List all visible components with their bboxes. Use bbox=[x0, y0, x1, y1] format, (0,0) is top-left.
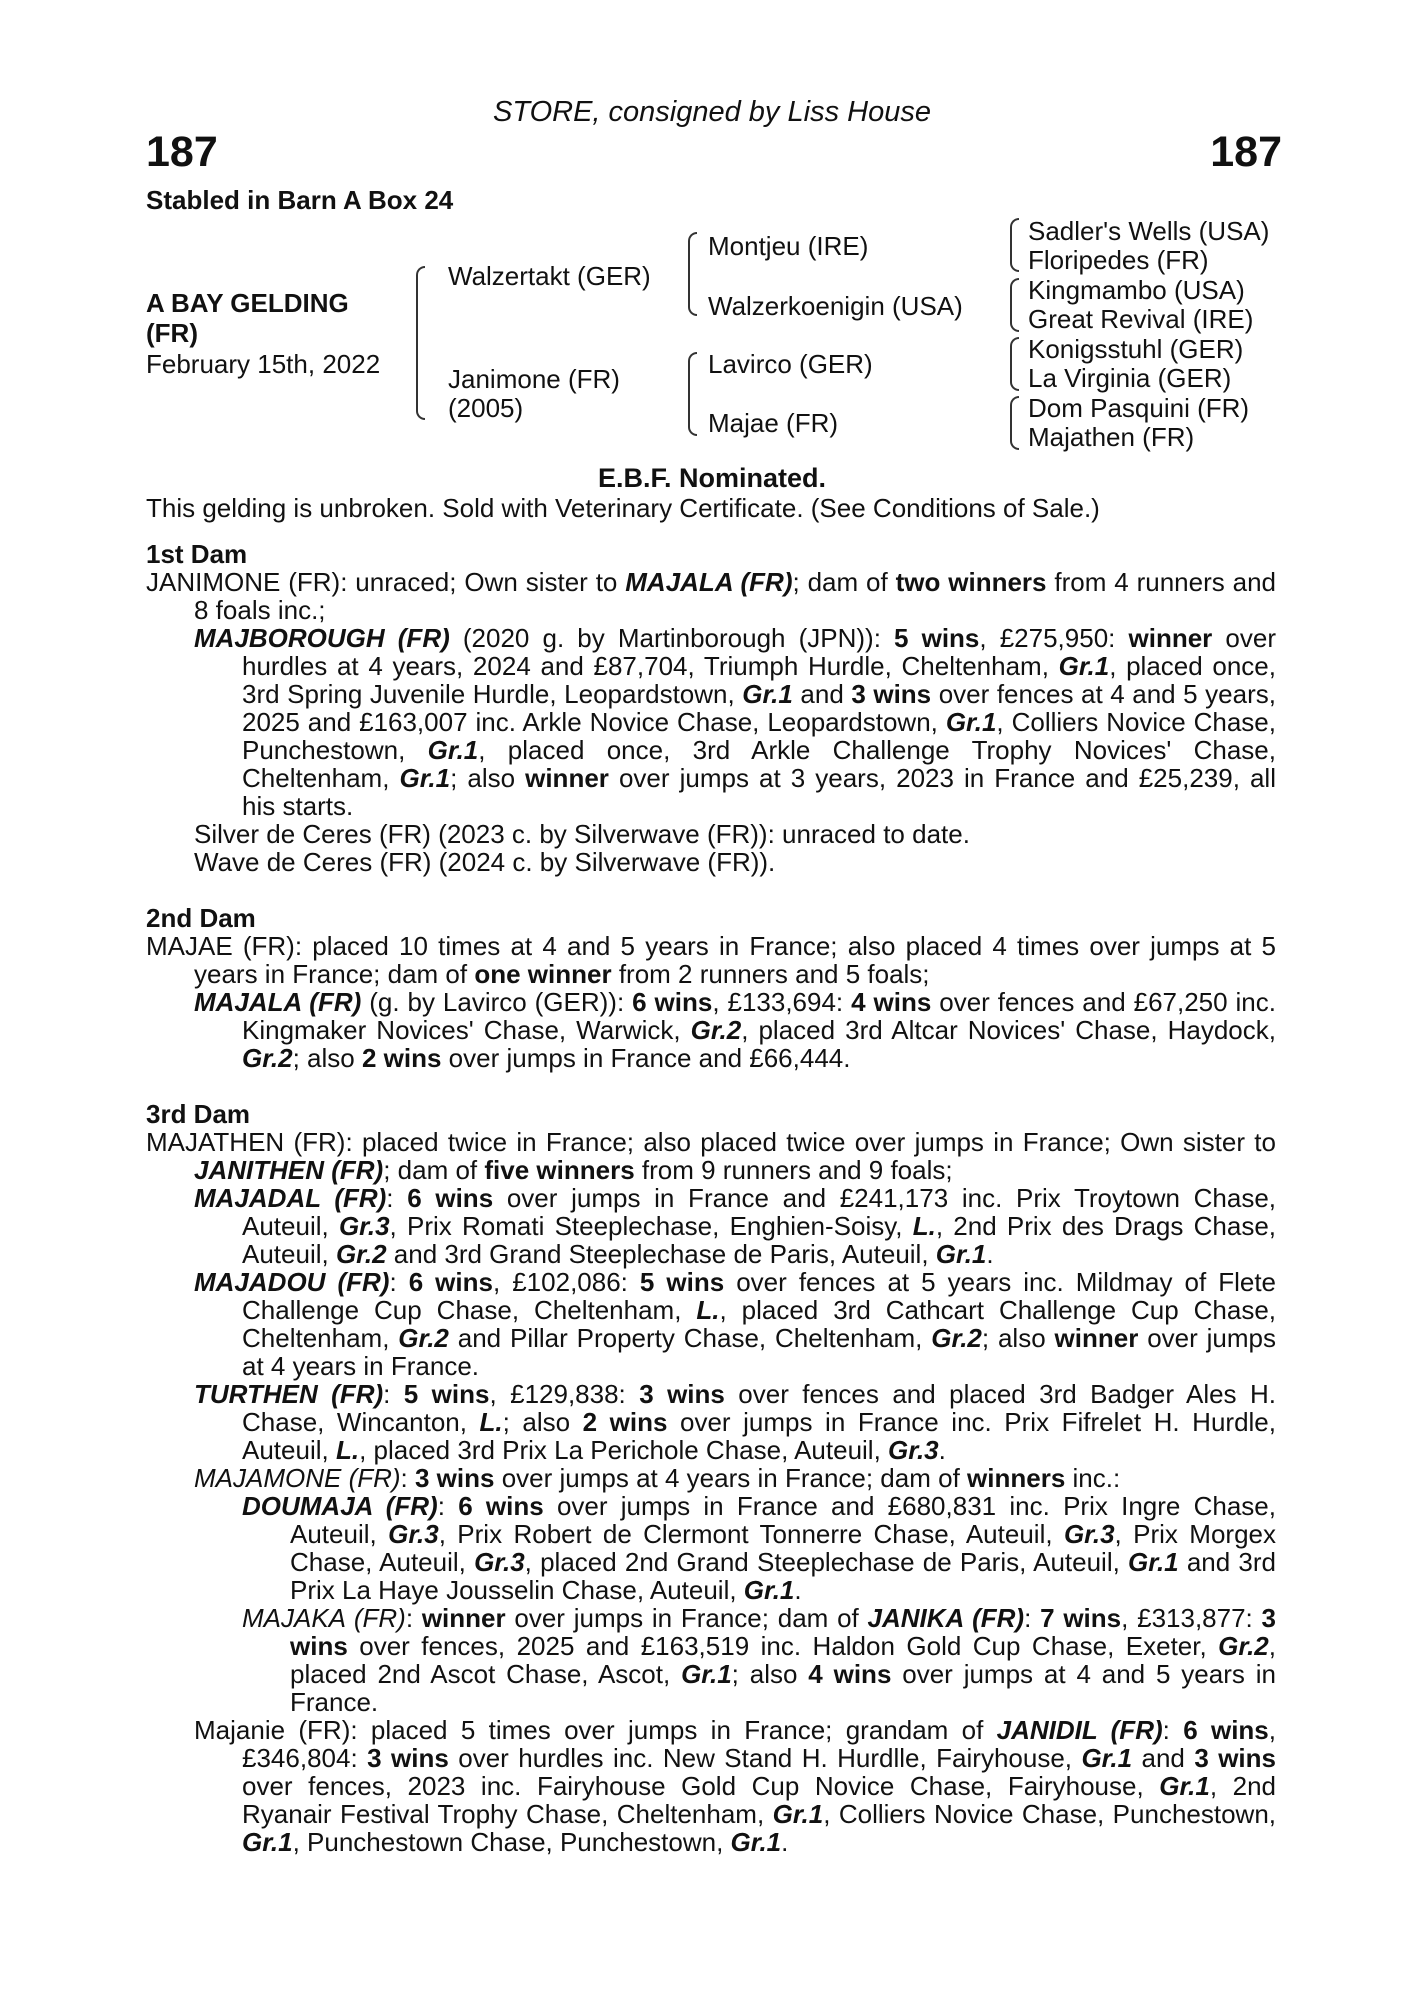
dam-paragraph: MAJAE (FR): placed 10 times at 4 and 5 years in France; also placed 4 times over jumps at 5 years in France; dam of one winner from 2 runners and 5 foals; bbox=[146, 931, 1276, 989]
progeny-paragraph: Silver de Ceres (FR) (2023 c. by Silverwave (FR)): unraced to date. bbox=[194, 819, 970, 849]
subject-foaled: February 15th, 2022 bbox=[146, 349, 381, 379]
subject-name-line2: (FR) bbox=[146, 318, 198, 348]
pedigree-dam-sire: Lavirco (GER) bbox=[708, 349, 873, 379]
progeny-paragraph: MAJBOROUGH (FR) (2020 g. by Martinborough (JPN)): 5 wins, £275,950: winner over hurdles at 4 years, 2024 and £87,704, Triumph Hurdle, Cheltenham, Gr.1, placed once, 3rd Spring Juvenile Hurdle, Leopardstown, Gr.1 and 3 wins over fences at 4 and 5 years, 2025 and £163,007 inc. Arkle Novice Chase, Leopardstown, Gr.1, Colliers Novice Chase, Punchestown, Gr.1, placed once, 3rd Arkle Challenge Trophy Novices' Chase, Cheltenham, Gr.1; also winner over jumps at 3 years, 2023 in France and £25,239, all his starts. bbox=[194, 623, 1276, 821]
pedigree-brace bbox=[688, 352, 697, 436]
third-dam-section bbox=[146, 1100, 1276, 1856]
sale-note: This gelding is unbroken. Sold with Veterinary Certificate. (See Conditions of Sale.) bbox=[146, 493, 1100, 523]
pedigree-brace bbox=[1010, 337, 1019, 391]
lot-number-right: 187 bbox=[1210, 128, 1282, 176]
pedigree-g3-2: Floripedes (FR) bbox=[1028, 245, 1209, 275]
grand-progeny-paragraph: MAJAKA (FR): winner over jumps in France; dam of JANIKA (FR): 7 wins, £313,877: 3 wins over fences, 2025 and £163,519 inc. Haldon Gold Cup Chase, Exeter, Gr.2, placed 2nd Ascot Chase, Ascot, Gr.1; also 4 wins over jumps at 4 and 5 years in France. bbox=[242, 1603, 1277, 1717]
section-title: 3rd Dam bbox=[146, 1099, 251, 1129]
pedigree-brace bbox=[1010, 278, 1019, 332]
section-title: 1st Dam bbox=[146, 539, 248, 569]
progeny-paragraph: TURTHEN (FR): 5 wins, £129,838: 3 wins over fences and placed 3rd Badger Ales H. Chase, Wincanton, L.; also 2 wins over jumps in France inc. Prix Fifrelet H. Hurdle, Auteuil, L., placed 3rd Prix La Perichole Chase, Auteuil, Gr.3. bbox=[194, 1379, 1276, 1465]
pedigree-g3-8: Majathen (FR) bbox=[1028, 422, 1195, 452]
consignor-line: STORE, consigned by Liss House bbox=[493, 96, 931, 128]
progeny-paragraph: MAJALA (FR) (g. by Lavirco (GER)): 6 wins, £133,694: 4 wins over fences and £67,250 inc. Kingmaker Novices' Chase, Warwick, Gr.2, placed 3rd Altcar Novices' Chase, Haydock, Gr.2; also 2 wins over jumps in France and £66,444. bbox=[194, 987, 1276, 1073]
subject-name-line1: A BAY GELDING bbox=[146, 288, 349, 318]
progeny-paragraph: Wave de Ceres (FR) (2024 c. by Silverwave (FR)). bbox=[194, 847, 776, 877]
progeny-paragraph: Majanie (FR): placed 5 times over jumps in France; grandam of JANIDIL (FR): 6 wins, £346,804: 3 wins over hurdles inc. New Stand H. Hurdlle, Fairyhouse, Gr.1 and 3 wins over fences, 2023 inc. Fairyhouse Gold Cup Novice Chase, Fairyhouse, Gr.1, 2nd Ryanair Festival Trophy Chase, Cheltenham, Gr.1, Colliers Novice Chase, Punchestown, Gr.1, Punchestown Chase, Punchestown, Gr.1. bbox=[194, 1715, 1277, 1857]
pedigree-brace bbox=[1010, 218, 1019, 272]
pedigree-brace bbox=[1010, 396, 1019, 450]
progeny-paragraph: MAJADOU (FR): 6 wins, £102,086: 5 wins over fences at 5 years inc. Mildmay of Flete Challenge Cup Chase, Cheltenham, L., placed 3rd Cathcart Challenge Cup Chase, Cheltenham, Gr.2 and Pillar Property Chase, Cheltenham, Gr.2; also winner over jumps at 4 years in France. bbox=[194, 1267, 1277, 1381]
pedigree-brace bbox=[416, 266, 425, 420]
pedigree-g3-4: Great Revival (IRE) bbox=[1028, 304, 1254, 334]
second-dam-section bbox=[146, 904, 1276, 1072]
progeny-paragraph: MAJAMONE (FR): 3 wins over jumps at 4 years in France; dam of winners inc.: bbox=[194, 1463, 1121, 1493]
ebf-nominated: E.B.F. Nominated. bbox=[597, 463, 827, 493]
pedigree-g3-1: Sadler's Wells (USA) bbox=[1028, 216, 1270, 246]
pedigree-g3-5: Konigsstuhl (GER) bbox=[1028, 334, 1244, 364]
pedigree-dam: Janimone (FR) bbox=[448, 364, 620, 394]
lot-number-left: 187 bbox=[146, 128, 218, 176]
pedigree-g3-6: La Virginia (GER) bbox=[1028, 363, 1232, 393]
grand-progeny-paragraph: DOUMAJA (FR): 6 wins over jumps in France and £680,831 inc. Prix Ingre Chase, Auteuil, Gr.3, Prix Robert de Clermont Tonnerre Chase, Auteuil, Gr.3, Prix Morgex Chase, Auteuil, Gr.3, placed 2nd Grand Steeplechase de Paris, Auteuil, Gr.1 and 3rd Prix La Haye Jousselin Chase, Auteuil, Gr.1. bbox=[242, 1491, 1276, 1605]
dam-paragraph: MAJATHEN (FR): placed twice in France; also placed twice over jumps in France; Own sister to JANITHEN (FR); dam of five winners from 9 runners and 9 foals; bbox=[146, 1127, 1276, 1185]
pedigree-brace bbox=[688, 232, 697, 316]
pedigree-g3-7: Dom Pasquini (FR) bbox=[1028, 393, 1250, 423]
pedigree-dam-dam: Majae (FR) bbox=[708, 408, 839, 438]
pedigree-dam-year: (2005) bbox=[448, 393, 524, 423]
first-dam-section bbox=[146, 540, 1276, 876]
section-title: 2nd Dam bbox=[146, 903, 256, 933]
pedigree-sire: Walzertakt (GER) bbox=[448, 261, 651, 291]
pedigree-g3-3: Kingmambo (USA) bbox=[1028, 275, 1245, 305]
dam-paragraph: JANIMONE (FR): unraced; Own sister to MAJALA (FR); dam of two winners from 4 runners and 8 foals inc.; bbox=[146, 567, 1277, 625]
stabled-location: Stabled in Barn A Box 24 bbox=[146, 185, 454, 215]
pedigree-sire-dam: Walzerkoenigin (USA) bbox=[708, 291, 963, 321]
pedigree-sire-sire: Montjeu (IRE) bbox=[708, 231, 869, 261]
progeny-paragraph: MAJADAL (FR): 6 wins over jumps in France and £241,173 inc. Prix Troytown Chase, Auteuil, Gr.3, Prix Romati Steeplechase, Enghien-Soisy, L., 2nd Prix des Drags Chase, Auteuil, Gr.2 and 3rd Grand Steeplechase de Paris, Auteuil, Gr.1. bbox=[194, 1183, 1276, 1269]
